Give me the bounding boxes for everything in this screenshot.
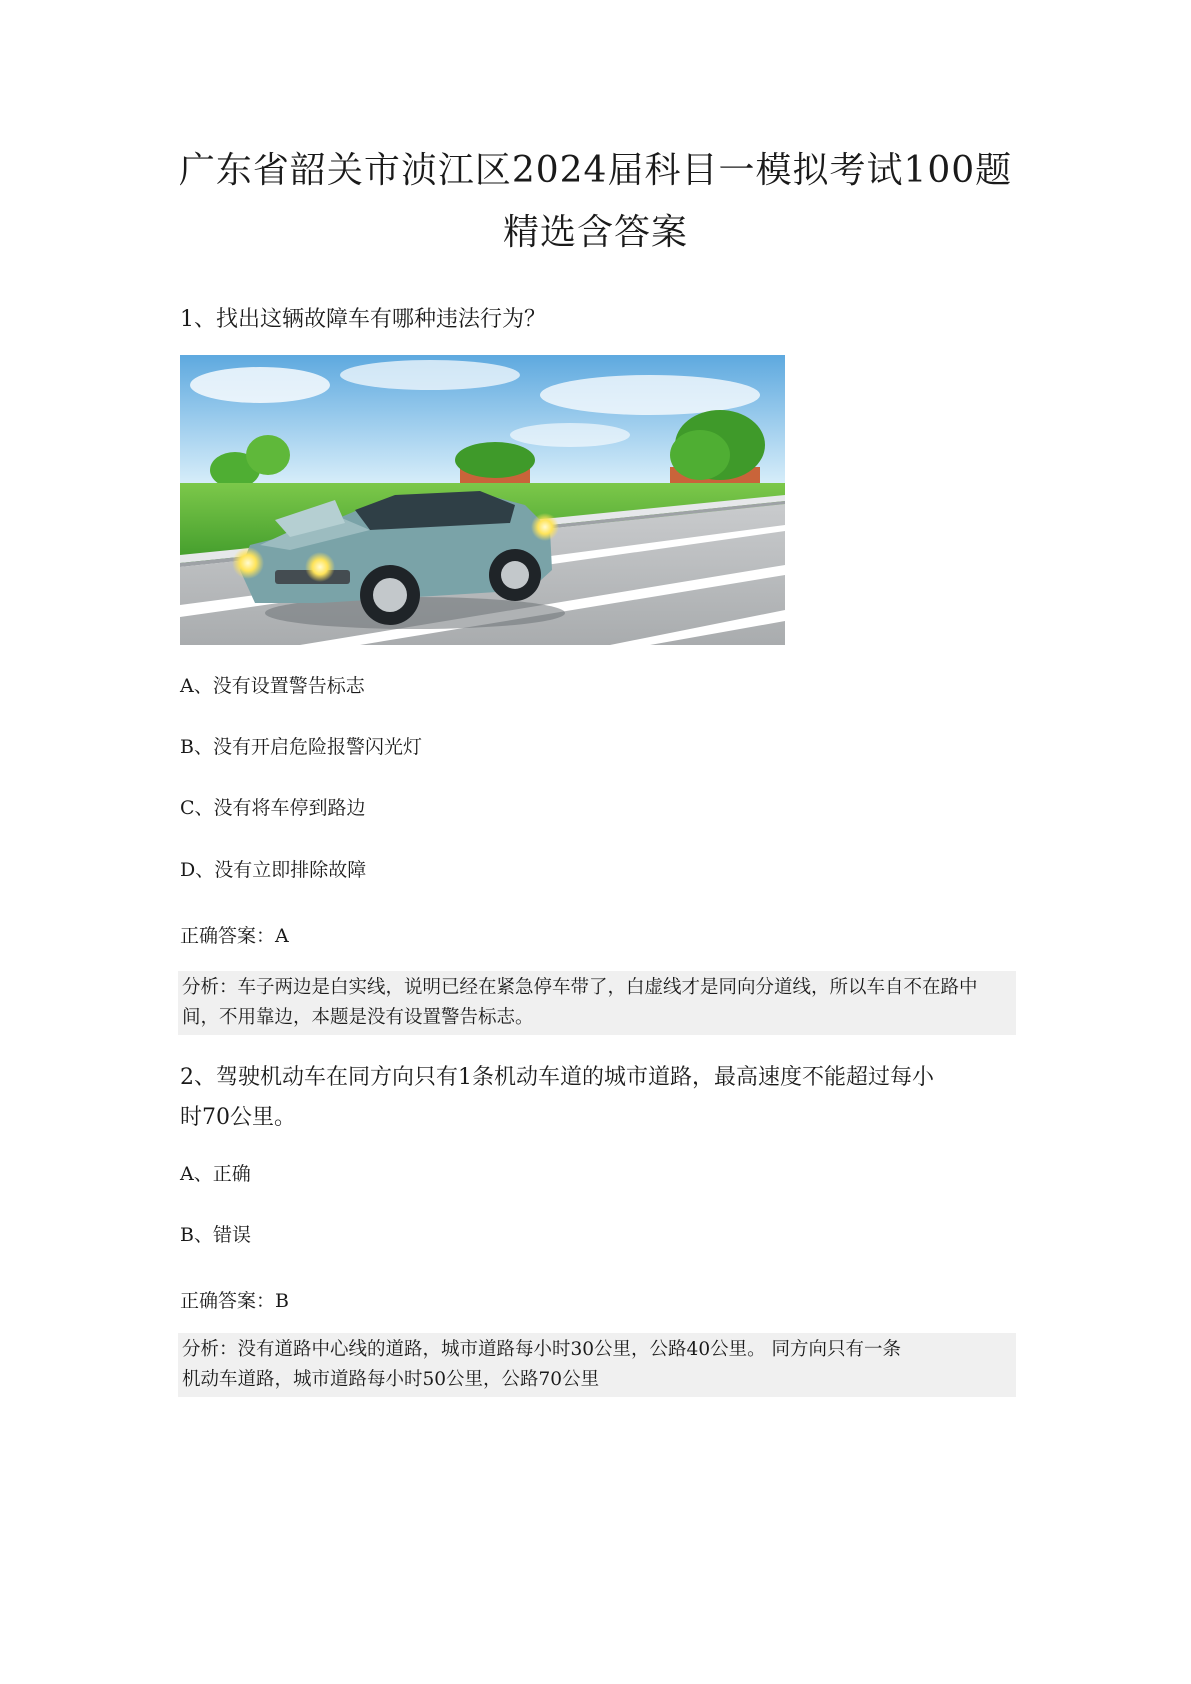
question-1-text: 1、找出这辆故障车有哪种违法行为？ [180, 307, 546, 332]
question-1-option-a: A、没有设置警告标志 [180, 675, 365, 697]
question-2-answer: 正确答案：B [180, 1290, 289, 1312]
title-line-2: 精选含答案 [502, 212, 688, 253]
question-2-analysis-line-1: 分析：没有道路中心线的道路，城市道路每小时30公里，公路40公里。 同方向只有一条 [182, 1339, 901, 1360]
question-2-text-line-1: 2、驾驶机动车在同方向只有1条机动车道的城市道路，最高速度不能超过每小 [180, 1065, 934, 1090]
question-1-analysis: 分析：车子两边是白实线，说明已经在紧急停车带了，白虚线才是同向分道线，所以车自不在路中间，不用靠边，本题是没有设置警告标志。 [178, 971, 1016, 1035]
question-1-option-c: C、没有将车停到路边 [180, 797, 366, 819]
title-line-1: 广东省韶关市浈江区2024届科目一模拟考试100题 [178, 150, 1013, 191]
document-title [150, 140, 1041, 264]
broken-down-car-illustration [180, 355, 785, 645]
question-2-option-a: A、正确 [180, 1163, 251, 1185]
question-2-analysis-line-2: 机动车道路，城市道路每小时50公里，公路70公里 [182, 1369, 600, 1390]
question-2-text-line-2: 时70公里。 [180, 1105, 296, 1130]
question-1-image [180, 355, 785, 645]
question-1-option-b: B、没有开启危险报警闪光灯 [180, 736, 422, 758]
question-1-option-d: D、没有立即排除故障 [180, 859, 367, 881]
question-2-option-b: B、错误 [180, 1224, 251, 1246]
question-2-text [180, 1058, 1020, 1138]
question-1-answer: 正确答案：A [180, 925, 289, 947]
question-2-analysis [178, 1333, 1016, 1397]
